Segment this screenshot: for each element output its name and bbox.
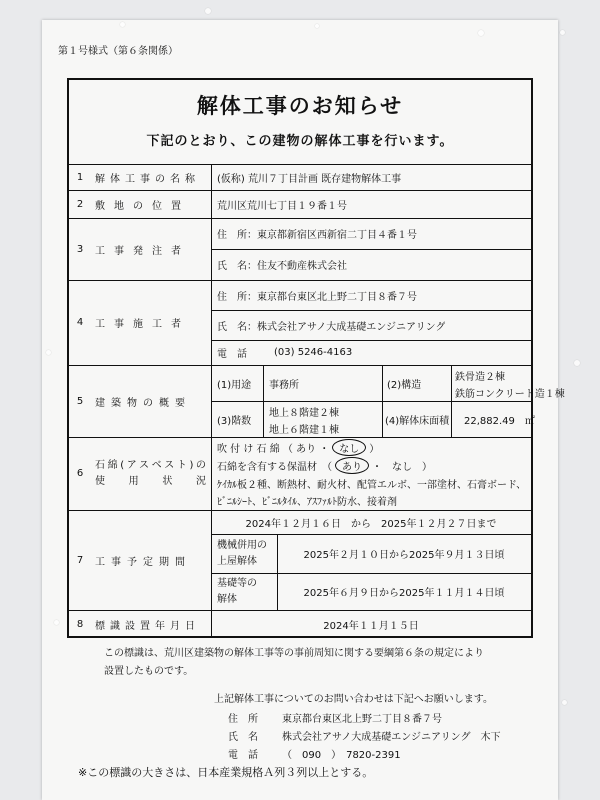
label-demolition-name: 解体工事の名称 <box>95 173 200 185</box>
row-number: 6 <box>76 468 84 479</box>
machine-demolition-label <box>217 534 267 573</box>
floors-label: (3)階数 <box>217 415 252 427</box>
raindrop <box>54 620 59 625</box>
contractor-name: 氏 名：株式会社アサノ大成基礎エンジニアリング <box>217 321 446 333</box>
cell-divider <box>211 340 531 341</box>
foundation-demolition-period: 2025年６月９日から2025年１１月１４日頃 <box>303 588 505 599</box>
contact-name: 株式会社アサノ大成基礎エンジニアリング 木下 <box>282 732 501 743</box>
machine-demolition-period: 2025年２月１０日から2025年９月１３日頃 <box>303 550 505 561</box>
overall-period: 2024年１２月１６日 から 2025年１２月２７日まで <box>245 518 497 530</box>
contractor-phone-label: 電 話 <box>217 349 247 360</box>
raindrop <box>560 30 565 35</box>
column-divider <box>263 365 264 437</box>
structure-label: (2)構造 <box>387 379 422 391</box>
label-client: 工事発注者 <box>95 245 190 257</box>
column-divider <box>382 365 383 437</box>
notice-frame <box>67 78 565 638</box>
building-use: 事務所 <box>269 379 299 391</box>
contact-address-label: 住 所 <box>228 714 258 725</box>
row-number: 4 <box>76 317 84 328</box>
asbestos-materials-1: ｹｲｶﾙ板２種、断熱材、耐火材、配管エルボ、一部塗材、石膏ボード、 <box>217 479 527 491</box>
foundation-label-line2: 解体 <box>217 593 237 605</box>
label-schedule: 工事予定期間 <box>95 556 191 568</box>
structure-1: 鉄骨造２棟 <box>455 371 505 383</box>
asbestos-sprayed-end: ） <box>369 444 380 455</box>
machine-label-line2: 上屋解体 <box>217 555 257 567</box>
site-location: 荒川区荒川七丁目１９番１号 <box>217 200 347 212</box>
row-number: 2 <box>76 198 84 210</box>
circled-present-option: あり <box>335 457 369 474</box>
floors-1: 地上８階建２棟 <box>269 407 339 419</box>
row-number: 1 <box>76 171 84 183</box>
page-title: 解体工事のお知らせ <box>196 94 404 118</box>
machine-label-line1: 機械併用の <box>217 539 267 551</box>
raindrop <box>205 8 211 14</box>
demolition-floor-area: 22,882.49 ㎡ <box>464 415 535 427</box>
label-contractor: 工事施工者 <box>95 319 190 330</box>
label-sign-date: 標識設置年月日 <box>95 620 200 632</box>
circled-none-option: なし <box>332 439 366 456</box>
asbestos-insulation-text: 石綿を含有する保温材 （ <box>217 462 332 473</box>
subtitle: 下記のとおり、この建物の解体工事を行います。 <box>146 134 454 149</box>
foundation-demolition-label <box>217 573 257 610</box>
form-number: 第１号様式（第６条関係） <box>58 46 178 57</box>
raindrop <box>46 350 51 355</box>
asbestos-materials-2: ﾋﾞﾆﾙｼｰﾄ、ﾋﾞﾆﾙﾀｲﾙ、ｱｽﾌｧﾙﾄ防水、接着剤 <box>217 496 397 508</box>
contact-intro: 上記解体工事についてのお問い合わせは下記へお願いします。 <box>214 694 493 705</box>
contact-phone-label: 電 話 <box>228 750 258 761</box>
label-asbestos <box>91 437 211 510</box>
notice-line-1: この標識は、荒川区建築物の解体工事等の事前周知に関する要綱第６条の規定により <box>104 648 484 659</box>
label-asbestos-line2: 使用状況 <box>95 475 207 487</box>
demolition-name: (仮称) 荒川７丁目計画 既存建物解体工事 <box>217 173 402 185</box>
raindrop <box>562 700 567 705</box>
asbestos-insulation-end: ・ なし ） <box>372 462 432 473</box>
contractor-phone: (03) 5246-4163 <box>274 347 353 358</box>
use-label: (1)用途 <box>217 379 252 391</box>
row-number: 5 <box>76 395 84 407</box>
asbestos-insulation <box>217 457 432 474</box>
client-name: 氏 名：住友不動産株式会社 <box>217 261 347 272</box>
raindrop <box>574 360 580 366</box>
contractor-address: 住 所：東京都台東区北上野二丁目８番７号 <box>217 291 417 303</box>
raindrop <box>315 24 319 28</box>
floors-2: 地上６階建１棟 <box>269 424 339 436</box>
label-site-location: 敷地の位置 <box>95 200 190 212</box>
footnote: ※この標識の大きさは、日本産業規格Ａ列３列以上とする。 <box>78 766 374 779</box>
structure-2: 鉄筋コンクリート造１棟 <box>455 388 565 400</box>
label-asbestos-line1: 石綿(アスベスト)の <box>95 459 207 471</box>
column-divider <box>451 365 452 437</box>
row-number: 8 <box>76 618 84 630</box>
row-number: 3 <box>76 243 84 255</box>
area-label: (4)解体床面積 <box>385 415 450 427</box>
contact-phone: （ 090 ） 7820-2391 <box>282 750 401 761</box>
sign-install-date: 2024年１１月１５日 <box>323 620 419 632</box>
asbestos-sprayed-text: 吹 付 け 石 綿 （ あり ・ <box>217 444 330 455</box>
notice-line-2: 設置したものです。 <box>104 666 194 677</box>
client-address: 住 所：東京都新宿区西新宿二丁目４番１号 <box>217 230 417 241</box>
asbestos-sprayed <box>217 439 379 456</box>
foundation-label-line1: 基礎等の <box>217 577 257 589</box>
contact-address: 東京都台東区北上野二丁目８番７号 <box>282 714 442 725</box>
label-building-overview: 建築物の概要 <box>95 397 191 409</box>
raindrop <box>478 30 484 36</box>
row-number: 7 <box>76 554 84 566</box>
raindrop <box>120 22 125 27</box>
contact-name-label: 氏 名 <box>228 732 258 743</box>
